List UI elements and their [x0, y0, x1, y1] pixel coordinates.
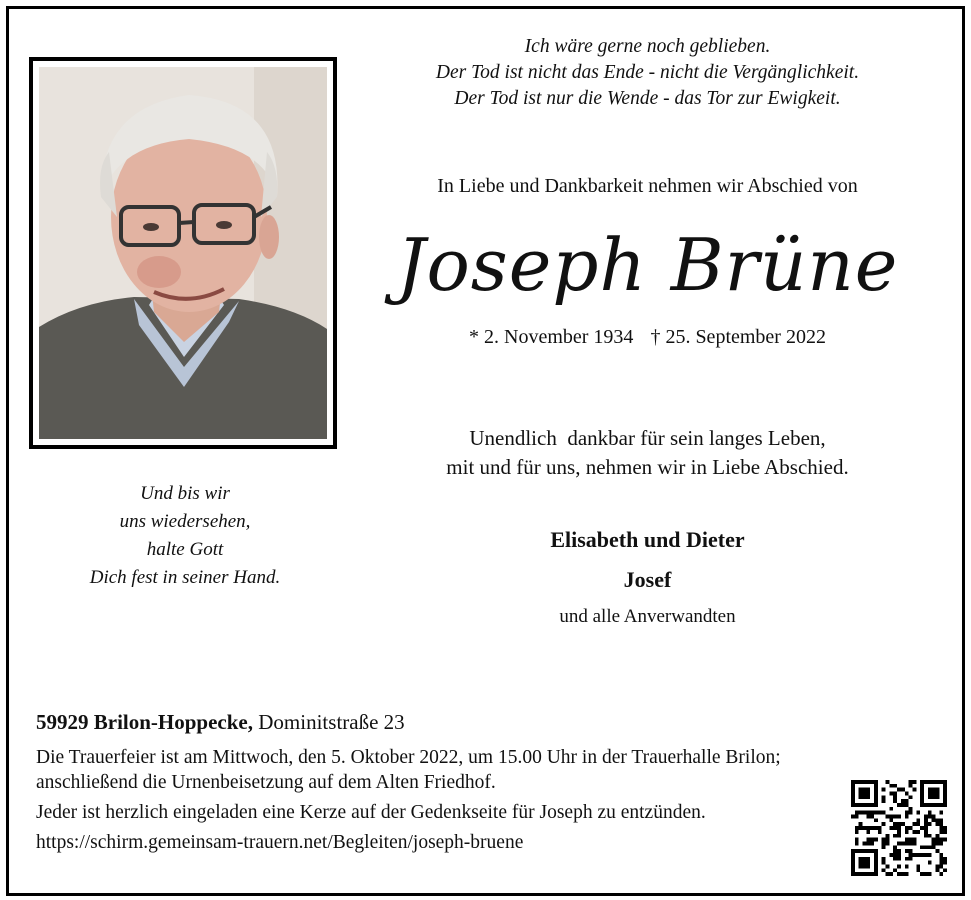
portrait-photo	[39, 67, 327, 439]
thanks-line: Unendlich dankbar für sein langes Leben,	[469, 426, 826, 450]
mourner-name: Josef	[623, 567, 672, 592]
thanks-text	[360, 424, 935, 482]
poem	[360, 34, 935, 112]
poem-line: Der Tod ist nicht das Ende - nicht die Vergänglichkeit.	[435, 62, 860, 83]
left-poem	[40, 480, 330, 592]
life-dates	[360, 326, 935, 349]
address-street: Dominitstraße 23	[258, 710, 405, 734]
poem-line: Der Tod ist nur die Wende - das Tor zur Ewigkeit.	[454, 88, 841, 109]
birth-date: * 2. November 1934	[469, 326, 634, 348]
poem-line: Ich wäre gerne noch geblieben.	[524, 36, 771, 57]
left-poem-line: halte Gott	[146, 539, 224, 560]
mourner-name: Elisabeth und Dieter	[550, 527, 745, 552]
memorial-link[interactable]: https://schirm.gemeinsam-trauern.net/Begleiten/joseph-bruene	[36, 832, 524, 853]
ceremony-details: Die Trauerfeier ist am Mittwoch, den 5. Oktober 2022, um 15.00 Uhr in der Trauerhalle Brilon; anschließend die Urnenbeisetzung auf dem Alten Friedhof.	[36, 747, 781, 793]
address	[36, 710, 405, 735]
ceremony-info	[36, 745, 936, 860]
relatives-line: und alle Anverwandten	[559, 606, 736, 627]
left-poem-line: Und bis wir	[140, 483, 230, 504]
deceased-name: Joseph Brüne	[396, 223, 899, 307]
thanks-line: mit und für uns, nehmen wir in Liebe Abschied.	[446, 455, 849, 479]
portrait-frame	[29, 57, 337, 449]
address-city: 59929 Brilon-Hoppecke,	[36, 710, 254, 734]
mourners	[360, 520, 935, 632]
left-poem-line: uns wiedersehen,	[119, 511, 251, 532]
farewell-intro: In Liebe und Dankbarkeit nehmen wir Abschied von	[437, 175, 858, 197]
candle-invitation: Jeder ist herzlich eingeladen eine Kerze auf der Gedenkseite für Joseph zu entzünden.	[36, 802, 706, 823]
qr-code-icon[interactable]	[851, 780, 947, 876]
death-date: † 25. September 2022	[650, 326, 826, 348]
left-poem-line: Dich fest in seiner Hand.	[89, 567, 281, 588]
